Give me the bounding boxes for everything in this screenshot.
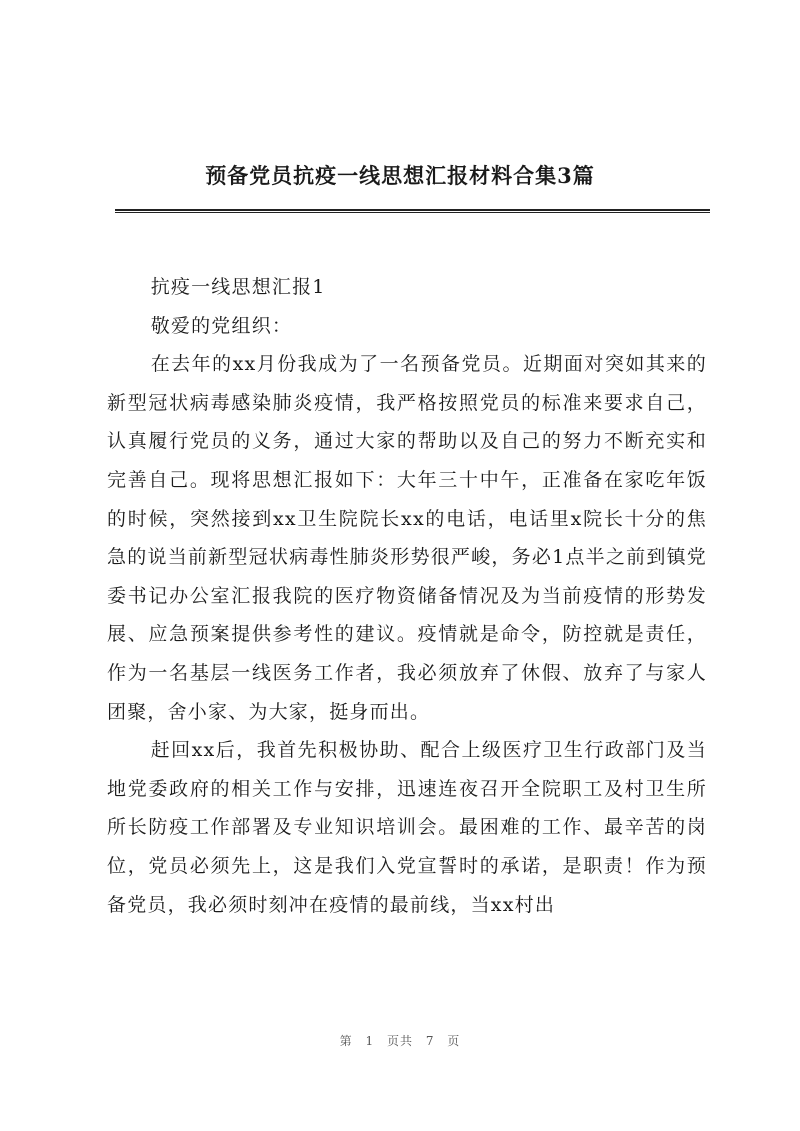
footer-middle: 页共: [386, 1034, 413, 1048]
title-divider: [115, 209, 710, 213]
document-title: 预备党员抗疫一线思想汇报材料合集3篇: [205, 163, 595, 188]
footer-prefix: 第: [339, 1034, 353, 1048]
body-paragraph: 在去年的xx月份我成为了一名预备党员。近期面对突如其来的新型冠状病毒感染肺炎疫情，我严格按照党员的标准来要求自己，认真履行党员的义务，通过大家的帮助以及自己的努力不断充实和完善自己。现将思想汇报如下：大年三十中午，正准备在家吃年饭的时候，突然接到xx卫生院院长xx的电话，电话里x院长十分的焦急的说当前新型冠状病毒性肺炎形势很严峻，务必1点半之前到镇党委书记办公室汇报我院的医疗物资储备情况及为当前疫情的形势发展、应急预案提供参考性的建议。疫情就是命令，防控就是责任，作为一名基层一线医务工作者，我必须放弃了休假、放弃了与家人团聚，舍小家、为大家，挺身而出。: [107, 353, 707, 723]
document-body: [107, 268, 707, 924]
section-heading: 抗疫一线思想汇报1: [150, 276, 326, 298]
footer-total-pages: 7: [425, 1034, 435, 1048]
body-paragraph: 赶回xx后，我首先积极协助、配合上级医疗卫生行政部门及当地党委政府的相关工作与安排，迅速连夜召开全院职工及村卫生所所长防疫工作部署及专业知识培训会。最困难的工作、最辛苦的岗位，党员必须先上，这是我们入党宣誓时的承诺，是职责！作为预备党员，我必须时刻冲在疫情的最前线，当xx村出: [107, 739, 707, 916]
footer-suffix: 页: [447, 1034, 461, 1048]
page-footer: [0, 1032, 800, 1049]
footer-page-number: 1: [365, 1034, 375, 1048]
salutation: 敬爱的党组织：: [150, 314, 293, 337]
